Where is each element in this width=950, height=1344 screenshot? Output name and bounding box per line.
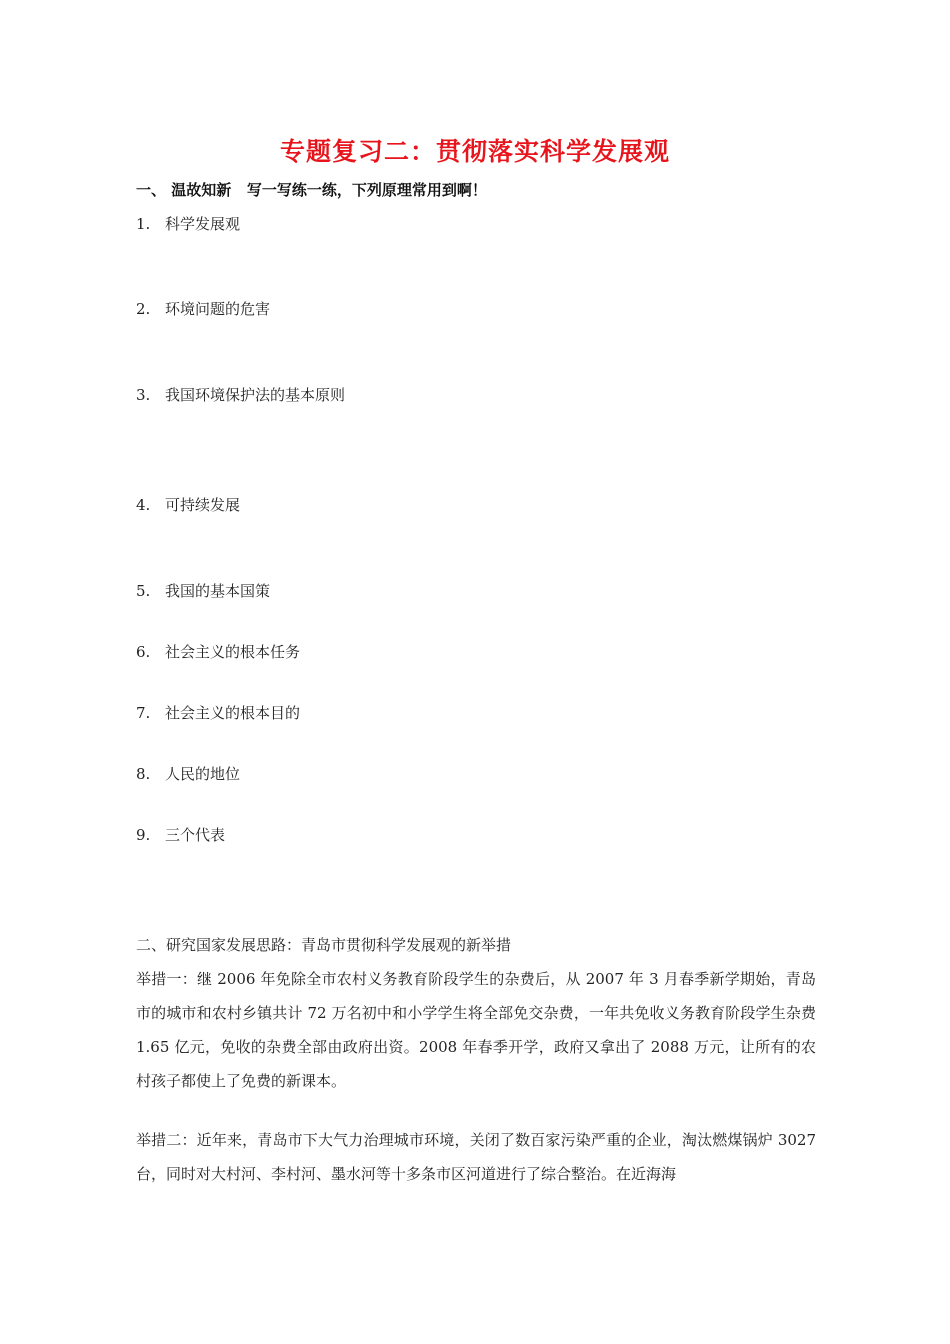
item-number: 5.: [136, 582, 151, 600]
item-number: 4.: [136, 496, 151, 514]
item-text: 环境问题的危害: [165, 300, 271, 318]
item-number: 7.: [136, 704, 151, 722]
list-item: [136, 494, 240, 515]
list-item: [136, 763, 240, 784]
list-item: [136, 580, 270, 601]
item-text: 社会主义的根本目的: [165, 704, 301, 722]
list-item: [136, 641, 300, 662]
list-item: [136, 213, 240, 234]
item-text: 人民的地位: [165, 765, 241, 783]
item-text: 社会主义的根本任务: [165, 643, 301, 661]
list-item: [136, 824, 225, 845]
item-number: 8.: [136, 765, 151, 783]
list-item: [136, 702, 300, 723]
paragraph-measure-2: 举措二：近年来，青岛市下大气力治理城市环境，关闭了数百家污染严重的企业，淘汰燃煤锅炉 3027 台，同时对大村河、李村河、墨水河等十多条市区河道进行了综合整治。在近海海: [136, 1131, 816, 1183]
page-title: 专题复习二：贯彻落实科学发展观: [279, 137, 670, 166]
item-text: 我国的基本国策: [165, 582, 271, 600]
item-text: 科学发展观: [165, 215, 241, 233]
item-text: 三个代表: [165, 826, 226, 844]
item-number: 1.: [136, 215, 151, 233]
list-item: [136, 298, 270, 319]
section2-heading: 二、研究国家发展思路：青岛市贯彻科学发展观的新举措: [136, 936, 512, 954]
item-text: 可持续发展: [165, 496, 241, 514]
list-item: [136, 384, 345, 405]
section1-heading: 一、 温故知新 写一写练一练，下列原理常用到啊！: [136, 181, 487, 199]
item-number: 2.: [136, 300, 151, 318]
item-text: 我国环境保护法的基本原则: [165, 386, 346, 404]
item-number: 9.: [136, 826, 151, 844]
paragraph-measure-1: 举措一：继 2006 年免除全市农村义务教育阶段学生的杂费后，从 2007 年 3 月春季新学期始，青岛市的城市和农村乡镇共计 72 万名初中和小学学生将全部免交杂费，一年共免收义务教育阶段学生杂费 1.65 亿元，免收的杂费全部由政府出资。2008 年春季开学，政府又拿出了 2088 万元，让所有的农村孩子都使上了免费的新课本。: [136, 970, 816, 1090]
item-number: 6.: [136, 643, 151, 661]
item-number: 3.: [136, 386, 151, 404]
